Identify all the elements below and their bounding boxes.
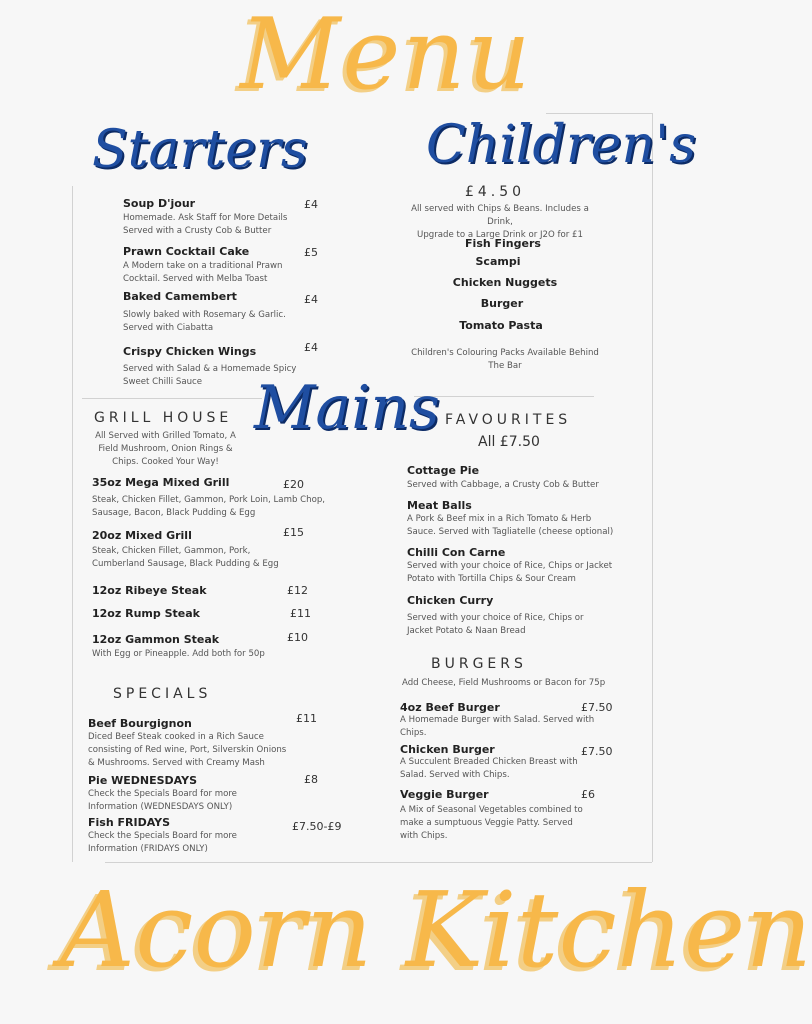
starter-item bbox=[123, 245, 283, 286]
item-desc: A Modern take on a traditional Prawn Cocktail. Served with Melba Toast bbox=[123, 261, 283, 284]
item-name: 35oz Mega Mixed Grill bbox=[92, 476, 230, 489]
mains-heading: Mains bbox=[254, 373, 440, 443]
starter-item bbox=[123, 197, 287, 238]
divider-right bbox=[414, 396, 594, 397]
item-desc: A Mix of Seasonal Vegetables combined to make a sumptuous Veggie Patty. Served with Chips. bbox=[400, 805, 583, 841]
item-name: Chicken Curry bbox=[407, 594, 494, 607]
childrens-item: Scampi bbox=[475, 255, 521, 268]
grill-intro: All Served with Grilled Tomato, A Field Mushroom, Onion Rings & Chips. Cooked Your Way! bbox=[95, 431, 236, 467]
childrens-heading: Children's bbox=[426, 115, 696, 175]
item-name: Chicken Burger bbox=[400, 743, 495, 756]
starters-heading: Starters bbox=[92, 120, 308, 180]
item-desc: Check the Specials Board for more Information (FRIDAYS ONLY) bbox=[88, 831, 237, 854]
item-price: £5 bbox=[304, 246, 318, 259]
item-desc: A Pork & Beef mix in a Rich Tomato & Herb Sauce. Served with Tagliatelle (cheese optional) bbox=[407, 514, 614, 537]
divider-left bbox=[82, 398, 262, 399]
grill-item bbox=[92, 633, 265, 661]
item-price: £12 bbox=[287, 584, 308, 597]
childrens-item: Tomato Pasta bbox=[459, 319, 543, 332]
childrens-item: Fish Fingers bbox=[465, 237, 541, 250]
childrens-item: Burger bbox=[480, 297, 524, 310]
item-desc: Homemade. Ask Staff for More Details Served with a Crusty Cob & Butter bbox=[123, 213, 288, 236]
special-item bbox=[88, 774, 237, 814]
item-price: £10 bbox=[287, 631, 308, 644]
item-name: Chilli Con Carne bbox=[407, 546, 506, 559]
favourites-sub: All £7.50 bbox=[478, 434, 540, 450]
item-name: Pie WEDNESDAYS bbox=[88, 774, 198, 787]
menu-title: Menu bbox=[240, 0, 533, 112]
item-name: Crispy Chicken Wings bbox=[123, 345, 257, 358]
item-name: Veggie Burger bbox=[400, 788, 489, 801]
item-name: 20oz Mixed Grill bbox=[92, 529, 192, 542]
frame-left bbox=[72, 186, 73, 862]
item-price: £4 bbox=[304, 293, 318, 306]
grill-item bbox=[92, 529, 279, 571]
starter-item bbox=[123, 290, 286, 335]
burger-item bbox=[400, 743, 578, 782]
special-item bbox=[88, 717, 286, 770]
childrens-footer: Children's Colouring Packs Available Behind The Bar bbox=[411, 348, 599, 371]
grill-item-name: 12oz Rump Steak bbox=[92, 607, 200, 620]
item-name: Prawn Cocktail Cake bbox=[123, 245, 250, 258]
item-desc: Served with Salad & a Homemade Spicy Sweet Chilli Sauce bbox=[123, 364, 297, 387]
favourites-heading: FAVOURITES bbox=[445, 412, 572, 428]
item-desc: Check the Specials Board for more Information (WEDNESDAYS ONLY) bbox=[88, 789, 237, 812]
item-price: £7.50 bbox=[581, 701, 613, 714]
childrens-price: £4.50 bbox=[464, 184, 526, 200]
childrens-item: Chicken Nuggets bbox=[452, 276, 558, 289]
grill-heading: GRILL HOUSE bbox=[94, 410, 233, 426]
item-price: £11 bbox=[296, 712, 317, 725]
special-item bbox=[88, 816, 237, 856]
grill-item-name: 12oz Ribeye Steak bbox=[92, 584, 207, 597]
item-name: Soup D'jour bbox=[123, 197, 196, 210]
item-name: Beef Bourgignon bbox=[88, 717, 192, 730]
item-desc: A Homemade Burger with Salad. Served with Chips. bbox=[400, 715, 595, 738]
burgers-sub: Add Cheese, Field Mushrooms or Bacon for 75p bbox=[402, 678, 606, 688]
item-desc: Served with your choice of Rice, Chips or Jacket Potato with Tortilla Chips & Sour Cream bbox=[407, 561, 613, 584]
item-price: £20 bbox=[283, 478, 304, 491]
item-desc: Served with your choice of Rice, Chips or Jacket Potato & Naan Bread bbox=[407, 613, 584, 636]
footer-title: Acorn Kitchen bbox=[60, 869, 812, 991]
favourite-item bbox=[407, 499, 613, 539]
starter-item bbox=[123, 345, 296, 389]
item-name: 12oz Gammon Steak bbox=[92, 633, 220, 646]
item-desc: Steak, Chicken Fillet, Gammon, Pork, Cumberland Sausage, Black Pudding & Egg bbox=[92, 546, 279, 569]
item-name: Fish FRIDAYS bbox=[88, 816, 171, 829]
item-price: £7.50 bbox=[581, 745, 613, 758]
item-name: Meat Balls bbox=[407, 499, 472, 512]
item-price: £4 bbox=[304, 198, 318, 211]
burger-item bbox=[400, 701, 594, 740]
item-name: Baked Camembert bbox=[123, 290, 237, 303]
item-price: £11 bbox=[290, 607, 311, 620]
item-price: £15 bbox=[283, 526, 304, 539]
item-desc: A Succulent Breaded Chicken Breast with Salad. Served with Chips. bbox=[400, 757, 578, 780]
item-desc: Served with Cabbage, a Crusty Cob & Butter bbox=[407, 480, 599, 490]
item-name: 4oz Beef Burger bbox=[400, 701, 500, 714]
favourite-item bbox=[407, 546, 612, 586]
specials-heading: SPECIALS bbox=[113, 686, 212, 702]
item-price: £8 bbox=[304, 773, 318, 786]
item-desc: Slowly baked with Rosemary & Garlic. Served with Ciabatta bbox=[123, 310, 286, 333]
burger-item bbox=[400, 788, 583, 843]
childrens-note: All served with Chips & Beans. Includes a Drink, Upgrade to a Large Drink or J2O for £1 bbox=[411, 204, 589, 240]
item-price: £7.50-£9 bbox=[292, 820, 342, 833]
item-price: £4 bbox=[304, 341, 318, 354]
frame-right bbox=[652, 113, 653, 862]
favourite-item bbox=[407, 464, 599, 492]
favourite-item bbox=[407, 594, 584, 638]
item-name: Cottage Pie bbox=[407, 464, 480, 477]
burgers-heading: BURGERS bbox=[431, 656, 527, 672]
item-desc: Diced Beef Steak cooked in a Rich Sauce consisting of Red wine, Port, Silverskin Onions & Mushrooms. Served with Creamy Mash bbox=[88, 732, 287, 768]
item-desc: Steak, Chicken Fillet, Gammon, Pork Loin, Lamb Chop, Sausage, Bacon, Black Pudding & Egg bbox=[92, 495, 326, 518]
item-price: £6 bbox=[581, 788, 595, 801]
item-desc: With Egg or Pineapple. Add both for 50p bbox=[92, 649, 265, 659]
